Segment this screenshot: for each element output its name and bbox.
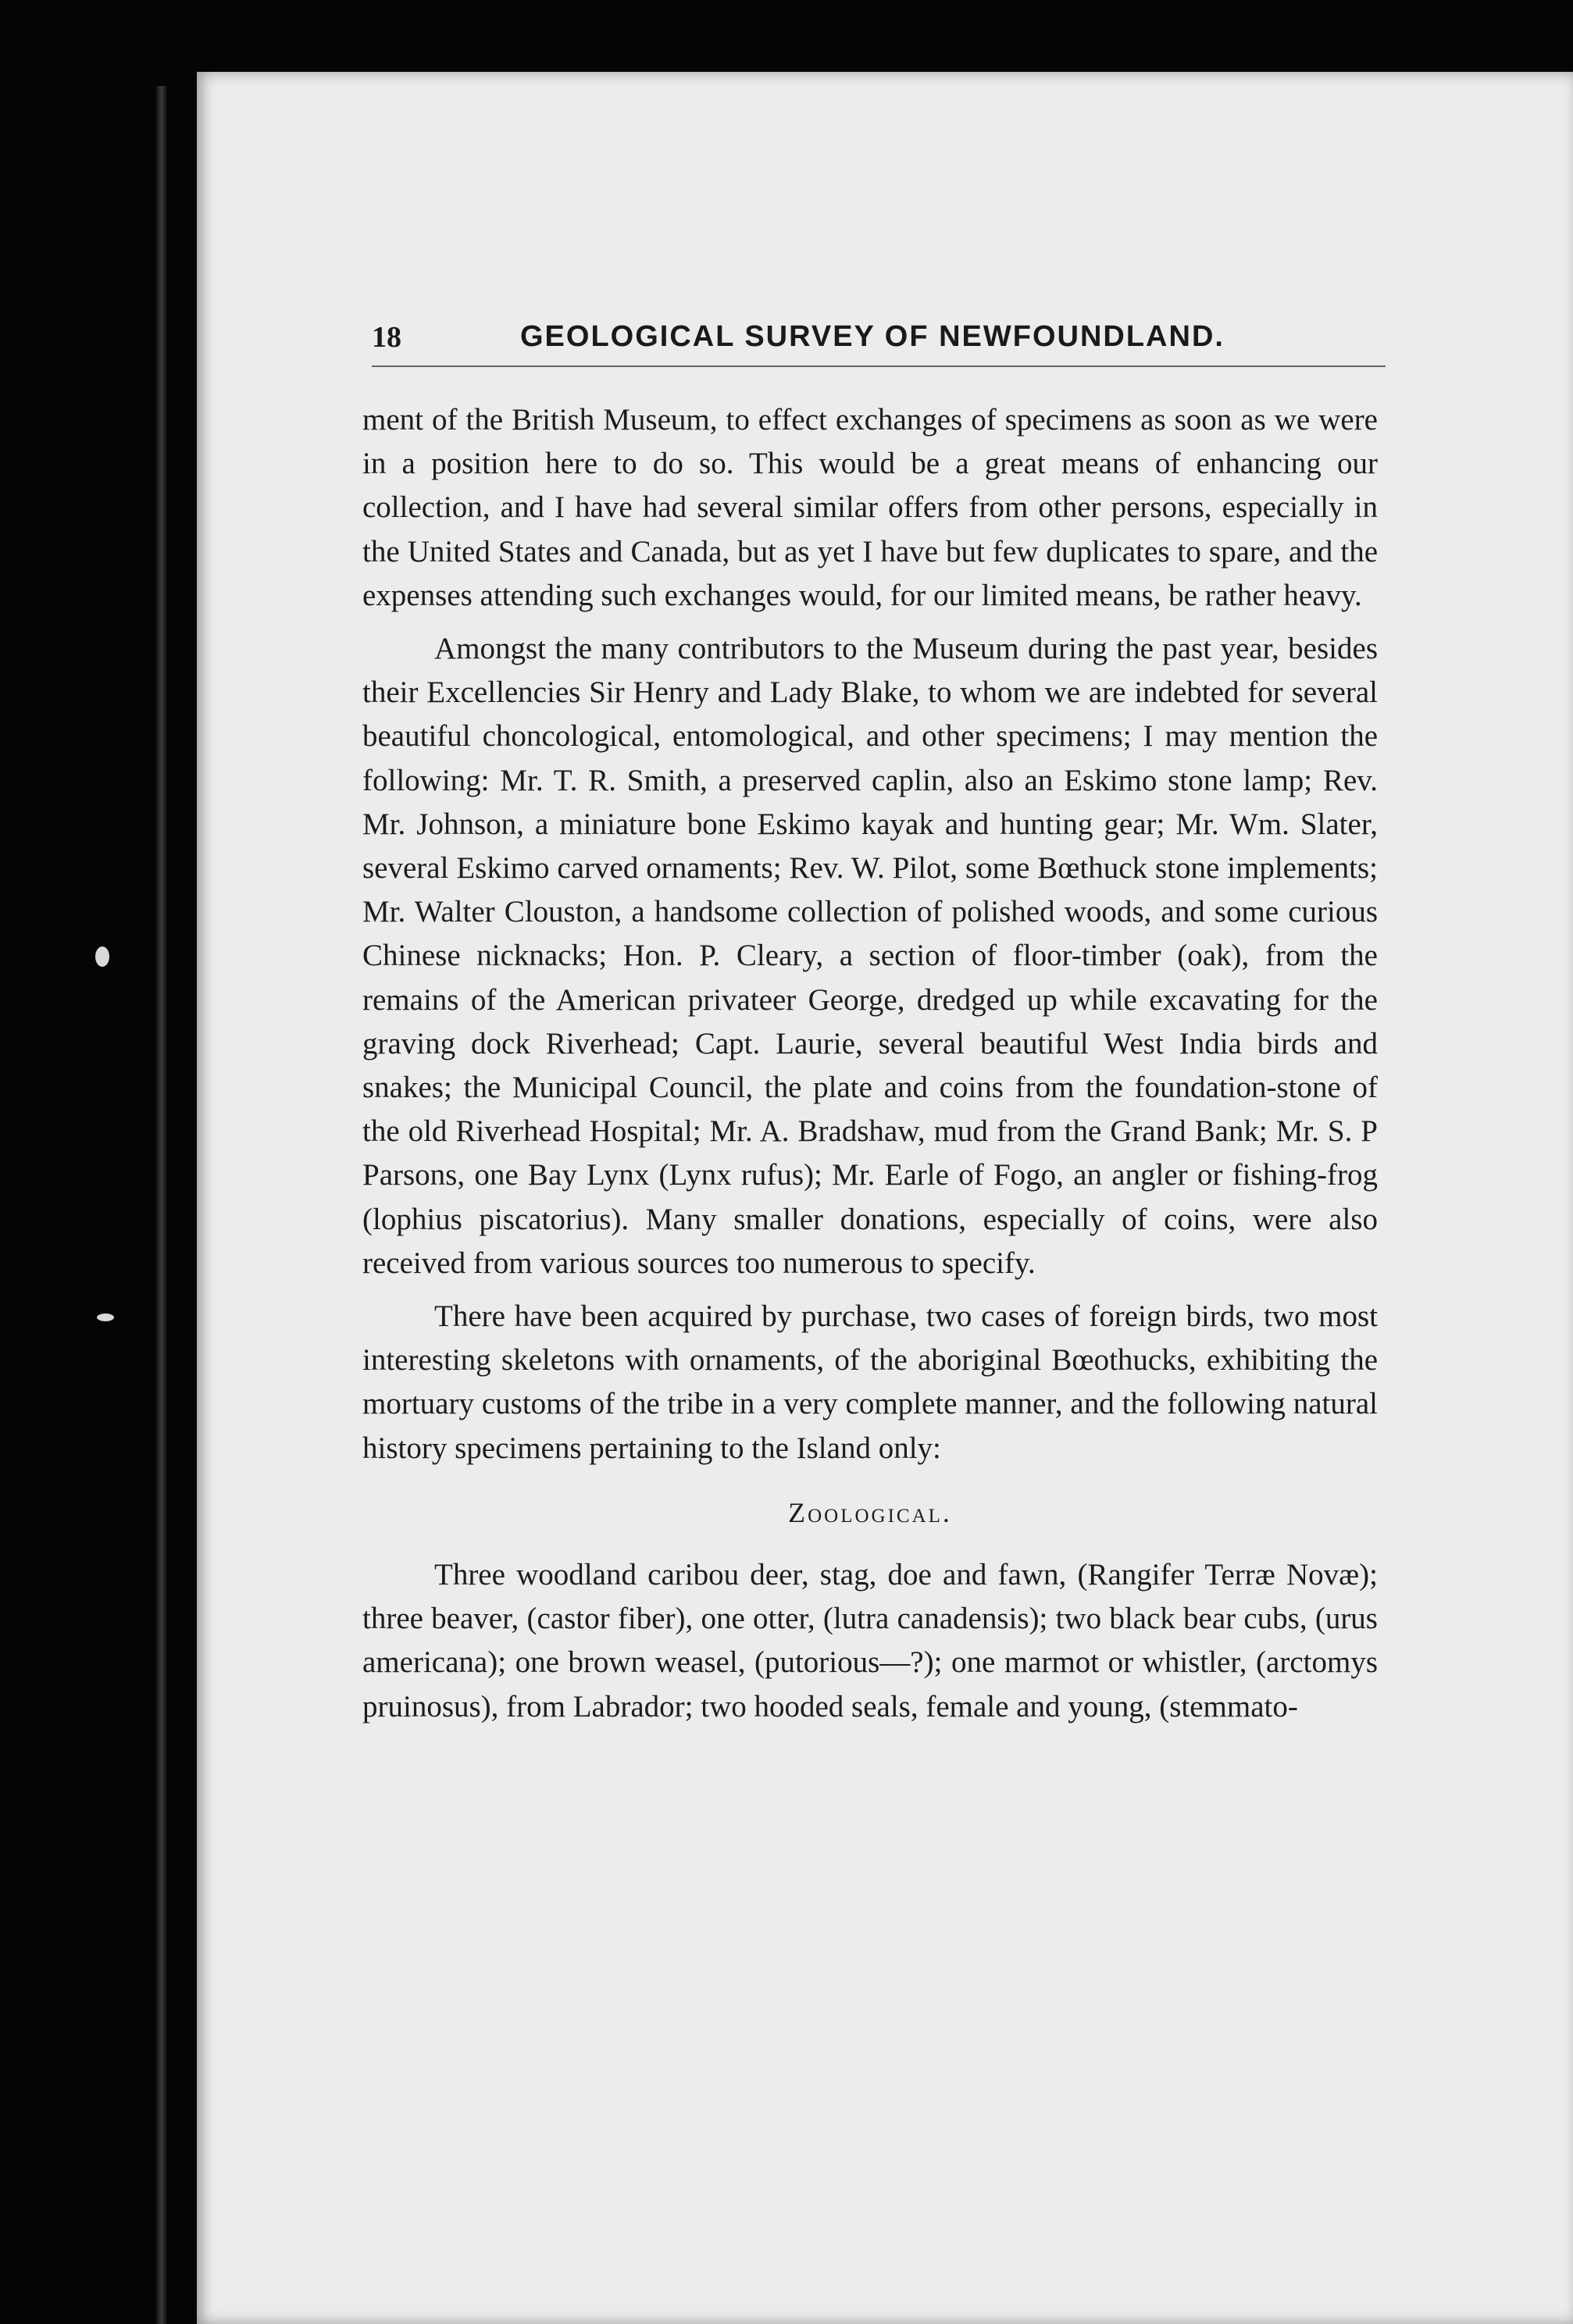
paragraph-zoological-list: Three woodland caribou deer, stag, doe and fawn, (Rangifer Terræ Novæ); three beaver, (castor fiber), one otter, (lutra canadensis); two black bear cubs, (urus americana); one brown weasel, (putorious—?); one marmot or whistler, (arctomys pruinosus), from Labrador; two hooded seals, female and young, (stemmato- bbox=[362, 1558, 1378, 1723]
body-text bbox=[362, 398, 1378, 1738]
paragraph-continuation: ment of the British Museum, to effect exchanges of specimens as soon as we were in a position here to do so. This would be a great means of enhancing our collection, and I have had several similar offers from other persons, especially in the United States and Canada, but as yet I have but few duplicates to spare, and the expenses attending such exchanges would, for our limited means, be rather heavy. bbox=[362, 403, 1378, 612]
page-number: 18 bbox=[372, 321, 401, 354]
paragraph-purchases: There have been acquired by purchase, two cases of foreign birds, two most interesting skeletons with ornaments, of the aboriginal Bœothucks, exhibiting the mortuary customs of the tribe in a very complete manner, and the following natural history specimens pertaining to the Island only: bbox=[362, 1299, 1378, 1465]
page-header bbox=[372, 320, 1387, 367]
dust-speck bbox=[95, 946, 109, 967]
book-binding-edge bbox=[156, 86, 167, 2324]
section-heading-zoological: Zoological. bbox=[788, 1496, 952, 1528]
header-rule bbox=[372, 365, 1386, 367]
paragraph-contributors: Amongst the many contributors to the Museum during the past year, besides their Excellencies Sir Henry and Lady Blake, to whom we are indebted for several beautiful choncological, entomological, and other specimens; I may mention the following: Mr. T. R. Smith, a preserved caplin, also an Eskimo stone lamp; Rev. Mr. Johnson, a miniature bone Eskimo kayak and hunting gear; Mr. Wm. Slater, several Eskimo carved ornaments; Rev. W. Pilot, some Bœthuck stone implements; Mr. Walter Clouston, a handsome collection of polished woods, and some curious Chinese nicknacks; Hon. P. Cleary, a section of floor-timber (oak), from the remains of the American privateer George, dredged up while excavating for the graving dock Riverhead; Capt. Laurie, several beautiful West India birds and snakes; the Municipal Council, the plate and coins from the foundation-stone of the old Riverhead Hospital; Mr. A. Bradshaw, mud from the Grand Bank; Mr. S. P Parsons, one Bay Lynx (Lynx rufus); Mr. Earle of Fogo, an angler or fishing-frog (lophius piscatorius). Many smaller donations, especially of coins, were also received from various sources too numerous to specify. bbox=[362, 632, 1378, 1280]
running-title: GEOLOGICAL SURVEY OF NEWFOUNDLAND. bbox=[520, 320, 1225, 353]
dust-speck bbox=[97, 1313, 114, 1321]
